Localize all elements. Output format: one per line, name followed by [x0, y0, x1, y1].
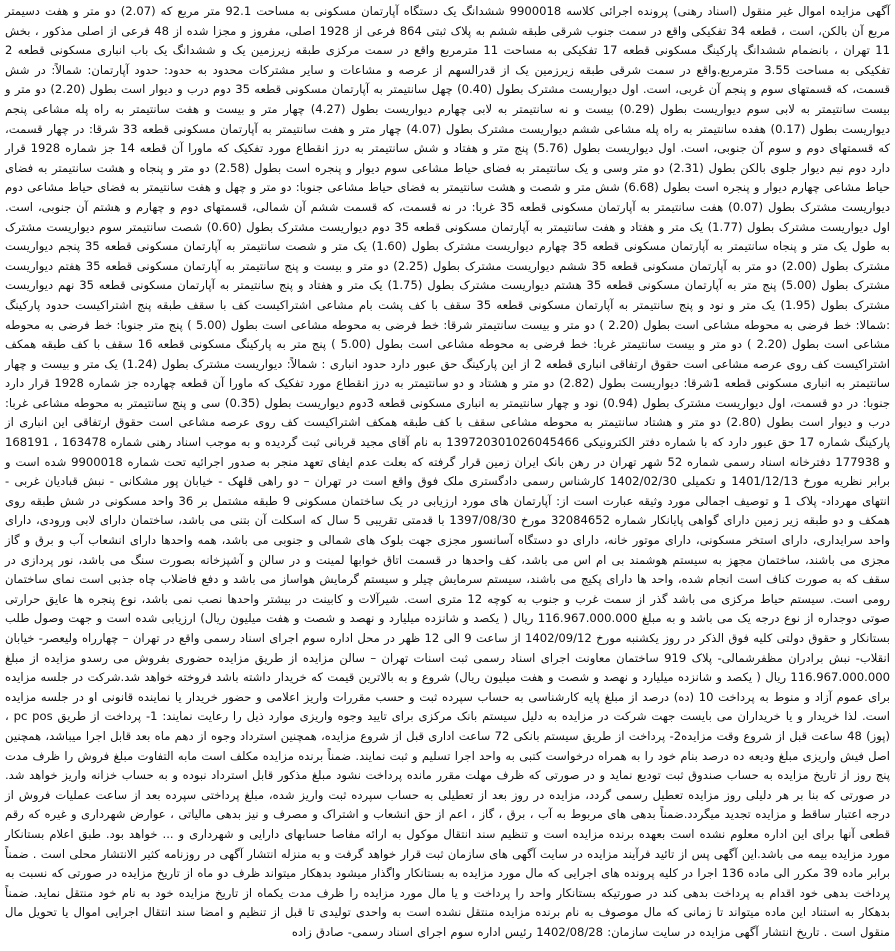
- notice-text: آگهی مزایده اموال غیر منقول (اسناد رهنی) پرونده اجرائی کلاسه 9900018 ششدانگ یک دستگاه آپارتمان مسکونی به مساحت 92.1 متر مربع که (2.07) دو متر و هفت دسیمتر مربع آن بالکن، است ، قطعه 34 تفکیکی واقع در سمت جنوب شرقی طبقه ششم به پلاک ثبتی 864 فرعی از 1928 اصلی، مفروز و مجزا شده از 48 فرعی از اصلی مذکور ، بخش 11 تهران ، بانضمام ششدانگ پارکینگ مسکونی قطعه 17 تفکیکی به مساحت 11 مترمربع واقع در سمت مرکزی طبقه زیرزمین یک و ششدانگ یک باب انباری مسکونی قطعه 2 تفکیکی به مساحت 3.55 مترمربع.واقع در سمت شرقی طبقه زیرزمین یک از قدرالسهم از عرصه و مشاعات و سایر مشترکات محدود به حدود: حدود آپارتمان: شمالاً: در شش قسمت، که قسمتهای سوم و پنجم آن غربی، است. اول دیواریست مشترک بطول (0.40) چهل سانتیمتر به آپارتمان مسکونی قطعه 35 دوم درب و دیوار است بطول (2.20) دو متر و بیست سانتیمتر به لابی سوم دیواریست بطول (0.29) بیست و نه سانتیمتر به لابی چهارم دیواریست بطول (4.27) چهار متر و بیست و هفت سانتیمتر به راه پله مشاعی پنجم دیواریست بطول (0.17) هفده سانتیمتر به راه پله مشاعی ششم دیواریست مشترک بطول (4.07) چهار متر و هفت سانتیمتر به آپارتمان مسکونی قطعه 33 شرقا: در چهار قسمت، که قسمتهای دوم و سوم آن جنوبی، است. اول دیواریست بطول (5.76) پنج متر و هفتاد و شش سانتیمتر به درز انقطاع مورد تفکیک که ماورا آن قطعه 14 جز شماره 1928 قرار دارد دوم نیم دیوار جلوی بالکن بطول (2.31) دو متر وسی و یک سانتیمتر به فضای حیاط مشاعی سوم دیوار و پنجره است بطول (2.58) دو متر و پنجاه و هشت سانتیمتر به فضای حیاط مشاعی چهارم دیوار و پنجره است بطول (6.68) شش متر و شصت و هشت سانتیمتر به فضای حیاط مشاعی جنوبا: دو متر و چهل و هفت سانتیمتر به فضای حیاط مشاعی دوم دیواریست مشترک بطول (0.07) هفت سانتیمتر به آپارتمان مسکونی قطعه 35 غربا: در نه قسمت، که قسمت ششم آن شمالی، قسمتهای دوم و چهارم و هشتم آن جنوبی، است. اول دیواریست مشترک بطول (1.77) یک متر و هفتاد و هفت سانتیمتر به آپارتمان مسکونی قطعه 35 دوم دیواریست مشترک بطول (0.60) شصت سانتیمتر سوم دیواریست مشترک به طول یک متر و پنجاه سانتیمتر به آپارتمان مسکونی قطعه 35 چهارم دیواریست مشترک بطول (1.60) یک متر و شصت سانتیمتر به آپارتمان مسکونی قطعه 35 پنجم دیواریست مشترک بطول (2.00) دو متر به آپارتمان مسکونی قطعه 35 ششم دیواریست مشترک بطول (2.25) دو متر و بیست و پنج سانتیمتر به آپارتمان مسکونی قطعه 35 هفتم دیواریست مشترک بطول (5.00) پنج متر به آپارتمان مسکونی قطعه 35 هشتم دیواریست مشترک بطول (1.75) یک متر و هفتاد و پنج سانتیمتر به آپارتمان مسکونی قطعه 35 نهم دیواریست مشترک بطول (1.95) یک متر و نود و پنج سانتیمتر به آپارتمان مسکونی قطعه 35 سقف با کف پشت بام مشاعی اشتراکیست کف با سقف طبقه پنج اشتراکیست حدود پارکینگ :شمالا: خط فرضی به محوطه مشاعی است بطول (2.20 ) دو متر و بیست سانتیمتر شرقا: خط فرضی به محوطه مشاعی است بطول (5.00 ) پنج متر جنوبا: خط فرضی به محوطه مشاعی است بطول (2.20 ) دو متر و بیست سانتیمتر غربا: خط فرضی به محوطه مشاعی است بطول (5.00 ) پنج متر به پارکینگ مسکونی قطعه 16 سقف با کف طبقه همکف اشتراکیست کف روی عرصه مشاعی است حقوق ارتفاقی انباری قطعه 2 از این پارکینگ حق عبور دارد حدود انباری : شمالاً: دیواریست مشترک بطول (1.24) یک متر و بیست و چهار سانتیمتر به انباری مسکونی قطعه 1شرقا: دیواریست بطول (2.82) دو متر و هشتاد و دو سانتیمتر به درز انقطاع مورد تفکیک که ماورا آن قطعه چهارده جز شماره 1928 قرار دارد جنوبا: در دو قسمت، اول دیواریست مشترک بطول (0.94) نود و چهار سانتیمتر به انباری مسکونی قطعه 3دوم دیواریست بطول (0.35) سی و پنج سانتیمتر به محوطه مشاعی غربا: درب و دیوار است بطول (2.80) دو متر و هشتاد سانتیمتر به محوطه مشاعی سقف با کف طبقه همکف اشتراکیست کف روی عرصه مشاعی است حقوق ارتفاقی این انباری از پارکینگ شماره 17 حق عبور دارد که با شماره دفتر الکترونیکی 139720301026045466 به نام آقای مجید قربانی ثبت گردیده و به موجب اسناد رهنی شماره 163478 ، 168191 و 177938 دفترخانه اسناد رسمی شماره 52 شهر تهران در رهن بانک ایران زمین قرار گرفته که بعلت عدم ایفای تعهد منجر به صدور اجرائیه تحت شماره 9900018 شده است و برابر نظریه مورخ 1401/12/13 و تکمیلی 1402/02/30 کارشناس رسمی دادگستری ملک فوق واقع است در تهران – دو راهی قلهک - خیابان پور مشکانی - نبش قبادیان غربی - انتهای مهرداد- پلاک 1 و توصیف اجمالی مورد وثیقه عبارت است از: آپارتمان های مورد ارزیابی در یک ساختمان مسکونی 9 طبقه مشتمل بر 36 واحد مسکونی در شش طبقه روی همکف و دو طبقه زیر زمین دارای گواهی پایانکار شماره 32084652 مورخ 1397/08/30 با قدمتی تقریبی 5 سال که اسکلت آن بتنی می باشد، ساختمان دارای لابی ورودی، دارای واحد سرایداری، دارای استخر مسکونی، دارای موتور خانه، دارای دو دستگاه آسانسور مجزی جهت بلوک های شمالی و جنوبی می باشد، همه واحدها دارای انشعاب آب و برق و گاز مجزی می باشند، ساختمان مجهز به سیستم هوشمند بی ام اس می باشد، کف واحدها در قسمت اتاق خوابها لمینت و در سالن و آشپزخانه بصورت سنگ می باشد، نور پردازی در سقف که به صورت کناف است انجام شده، واحد ها دارای پکیج می باشند، سیستم سرمایش چیلر و سیستم گرمایش هواساز می باشد و دفع فاضلاب چاه جذبی است نمای ساختمان رومی است. سیستم حیاط مرکزی می باشد گذر از سمت غرب و جنوب به کوچه 12 متری است. شیرآلات و کابینت در بیشتر واحدها نصب نمی باشد، نوع پنجره ها عایق حرارتی صوتی دوجداره از نوع درجه یک می باشد و به مبلغ 116.967.000.000 ریال ( یکصد و شانزده میلیارد و نهصد و شصت و هفت میلیون ریال) ارزیابی شده است و جهت وصول طلب بستانکار و حقوق دولتی کلیه فوق الذکر در روز یکشنبه مورخ 1402/09/12 از ساعت 9 الی 12 ظهر در محل اداره سوم اجرای اسناد رسمی واقع در تهران – چهارراه ولیعصر- خیابان انقلاب- نبش برادران مظفرشمالی- پلاک 919 ساختمان معاونت اجرای اسناد رسمی ثبت اسنات تهران – سالن مزایده از طریق مزایده حضوری بفروش می رسدو مزایده از مبلغ 116.967.000.000 ریال ( یکصد و شانزده میلیارد و نهصد و شصت و هفت میلیون ریال) شروع و به بالاترین قیمت که خریدار داشته باشد فروخته خواهد شد.شرکت در جلسه مزایده برای عموم آزاد و منوط به پرداخت 10 (ده) درصد از مبلغ پایه کارشناسی به حساب سپرده ثبت و حسب مقررات واریز اعلامی و حضور خریدار یا نماینده قانونی او در جلسه مزایده است. لذا خریدار و یا خریداران می بایست جهت شرکت در مزایده به دلیل سیستم بانک مرکزی برای تایید وجوه واریزی موارد ذیل را رعایت نمایند: 1- پرداخت از طریق pc pos ، (پوز) 48 ساعت قبل از شروع وقت مزایده2- پرداخت از طریق سیستم بانکی 72 ساعت اداری قبل از شروع مزایده، همچنین استرداد وجوه از دهم ماه بعد قابل اجرا میباشد، همچنین اصل فیش واریزی مبلغ ودیعه ده درصد بنام خود را به همراه درخواست کتبی به واحد اجرا تسلیم و ثبت نمایند. ضمناً برنده مزایده مکلف است مابه التفاوت مبلغ فروش را ظرف مدت پنج روز از تاریخ مزایده به حساب صندوق ثبت تودیع نماید و در صورتی که ظرف مهلت مقرر مانده پرداخت نشود مبلغ مذکور قابل استرداد نبوده و به حساب خزانه واریز خواهد شد. در صورتی که بنا بر هر دلیلی روز مزایده تعطیل رسمی گردد، مزایده در روز بعد از تعطیلی به حساب سپرده ثبت واریز شده، مبلغ پرداختی سپرده بعد از ساعت عملیات فروش از درجه اعتبار ساقط و مزایده تجدید میگردد.ضمناً بدهی های مربوط به آب ، برق ، گاز ، اعم از حق انشعاب و اشتراک و مصرف و نیز بدهی مالیاتی ، عوارض شهرداری و غیره که رقم قطعی آنها برای این اداره معلوم نشده است بعهده برنده مزایده است و تنظیم سند انتقال موکول به ارائه مفاصا حسابهای دارایی و شهرداری و ... خواهد بود. طبق اعلام بستانکار مورد مزایده بیمه می باشد.این آگهی پس از تائید فرآیند مزایده در سایت آگهی های سازمان ثبت قرار خواهد گرفت و به منزله انتشار آگهی در روزنامه کثیر الانتشار محلی است . ضمناً برابر ماده 39 مکرر الی ماده 136 اجرا در کلیه پرونده های اجرایی که مال مورد مزایده به بستانکار واگذار میشود بدهکار میتواند ظرف دو ماه از تاریخ مزایده در صورتی که نسبت به پرداخت بدهی خود اقدام به پرداخت بدهی کند در صورتیکه بستانکار واحد را پرداخت و یا مال مورد مزایده را ظرف مدت یکماه از تاریخ مزایده خود به نام خود منتقل نماید. ضمناً بدهکار به استناد این ماده میتواند تا زمانی که مال موصوف به نام برنده مزایده منتقل نشده است به واحدی تولیدی تا قبل از تنظیم و امضا سند انتقال اجرایی اموال یا تحویل مال منقول است . تاریخ انتشار آگهی مزایده در سایت سازمان: 1402/08/28 رئیس اداره سوم اجرای اسناد رسمی- صادق زاده: [5, 4, 891, 939]
